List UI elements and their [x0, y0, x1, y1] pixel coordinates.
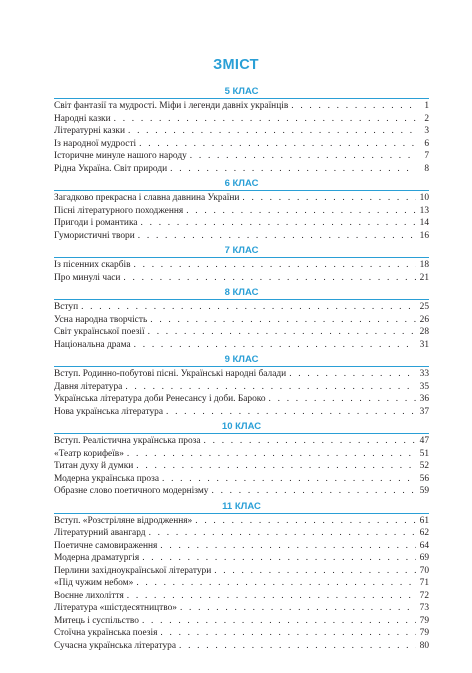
toc-entry-page: 80: [419, 640, 429, 651]
toc-entry-page: 16: [419, 230, 429, 241]
toc-entry[interactable]: [54, 527, 429, 540]
toc-entry-title: Пісні літературного походження: [54, 205, 184, 216]
toc-entry-title: Давня література: [54, 381, 123, 392]
toc-entry-page: 64: [419, 540, 429, 551]
dot-leader: [162, 473, 416, 486]
toc-entry[interactable]: [54, 435, 429, 448]
toc-entry-page: 69: [419, 553, 429, 563]
section-header: 11 КЛАС: [54, 500, 429, 514]
toc-entry-title: Перлини західноукраїнської літератури: [54, 565, 212, 576]
toc-entry[interactable]: [54, 577, 429, 590]
toc-entry-page: 3: [424, 126, 429, 136]
toc-entry-page: 73: [419, 603, 429, 613]
toc-entry[interactable]: [54, 314, 429, 327]
dot-leader: [148, 326, 416, 339]
toc-entry-title: Нова українська література: [54, 406, 163, 417]
toc-entry-page: 51: [419, 448, 429, 459]
toc-entry[interactable]: [54, 217, 429, 230]
toc-entry-page: 61: [419, 515, 429, 526]
toc-entry-page: 52: [419, 461, 429, 471]
toc-entry[interactable]: [54, 515, 429, 528]
dot-leader: [136, 577, 416, 590]
dot-leader: [125, 381, 416, 394]
toc-entry[interactable]: [54, 230, 429, 243]
toc-entry-title: Титан духу й думки: [54, 461, 134, 471]
toc-entry-page: 59: [419, 486, 429, 496]
toc-section: [54, 177, 429, 242]
toc-section: [54, 85, 429, 175]
toc-entry-title: Стоїчна українська поезія: [54, 628, 158, 638]
toc-entry[interactable]: [54, 393, 429, 406]
toc-entry[interactable]: [54, 473, 429, 486]
toc-entry-page: 79: [419, 628, 429, 638]
toc-entry[interactable]: [54, 552, 429, 565]
toc-entry-page: 47: [419, 436, 429, 446]
toc-entry-page: 62: [419, 528, 429, 538]
toc-entry-title: Вступ. Родинно-побутові пісні. Українські народні балади: [54, 369, 287, 379]
toc-entry[interactable]: [54, 326, 429, 339]
toc-entry[interactable]: [54, 150, 429, 163]
dot-leader: [160, 627, 416, 640]
toc-entry-page: 35: [419, 381, 429, 392]
toc-entry-title: Світ фантазії та мудрості. Міфи і легенди давніх українців: [54, 101, 289, 111]
toc-entry-title: Поетичне самовираження: [54, 540, 158, 551]
dot-leader: [127, 590, 416, 603]
toc-entry[interactable]: [54, 602, 429, 615]
dot-leader: [81, 301, 416, 314]
dot-leader: [150, 314, 416, 327]
toc-section: [54, 353, 429, 418]
dot-leader: [242, 192, 416, 205]
toc-entry-title: Українська література доби Ренесансу і доби. Бароко: [54, 394, 266, 404]
toc-entry-page: 25: [419, 302, 429, 312]
dot-leader: [180, 602, 416, 615]
toc-entry-page: 18: [419, 260, 429, 270]
toc-entry[interactable]: [54, 406, 429, 419]
dot-leader: [179, 640, 416, 653]
toc-entry-page: 10: [419, 193, 429, 203]
toc-entry-title: Літературний авангард: [54, 528, 146, 538]
toc-entry[interactable]: [54, 125, 429, 138]
toc-entry-page: 26: [419, 314, 429, 325]
toc-entry-page: 13: [419, 205, 429, 216]
toc-entry-title: Загадково прекрасна і славна давнина України: [54, 193, 240, 203]
toc-section: [54, 286, 429, 351]
toc-entry-page: 33: [419, 369, 429, 379]
toc-entry-title: Із народної мудрості: [54, 138, 137, 149]
section-header: 7 КЛАС: [54, 244, 429, 258]
dot-leader: [134, 259, 416, 272]
toc-entry[interactable]: [54, 627, 429, 640]
toc-entry[interactable]: [54, 565, 429, 578]
toc-entry-title: Усна народна творчість: [54, 314, 148, 325]
toc-entry[interactable]: [54, 259, 429, 272]
toc-entry[interactable]: [54, 272, 429, 285]
toc-entry-title: «Театр корифеїв»: [54, 448, 124, 459]
toc-entry[interactable]: [54, 138, 429, 151]
toc-entry-page: 6: [424, 138, 429, 149]
dot-leader: [136, 460, 416, 473]
toc-entry[interactable]: [54, 590, 429, 603]
toc-entry-title: Література «шістдесятництво»: [54, 603, 177, 613]
toc-entry-page: 21: [419, 272, 429, 283]
toc-entry-title: «Під чужим небом»: [54, 578, 134, 588]
toc-entry-title: Модерна українська проза: [54, 473, 159, 484]
toc-entry-page: 79: [419, 615, 429, 626]
toc-entry[interactable]: [54, 192, 429, 205]
dot-leader: [141, 217, 416, 230]
dot-leader: [186, 205, 416, 218]
toc-entry[interactable]: [54, 113, 429, 126]
dot-leader: [166, 406, 416, 419]
dot-leader: [123, 272, 416, 285]
dot-leader: [269, 393, 416, 406]
dot-leader: [195, 515, 416, 528]
toc-entry[interactable]: [54, 540, 429, 553]
toc-entry-title: Сучасна українська література: [54, 640, 176, 651]
dot-leader: [149, 527, 416, 540]
dot-leader: [160, 540, 416, 553]
dot-leader: [138, 230, 416, 243]
toc-entry-title: Із пісенних скарбів: [54, 260, 131, 270]
toc-entry-title: Літературні казки: [54, 126, 125, 136]
toc-entry-title: Рідна Україна. Світ природи: [54, 163, 168, 174]
toc-entry-page: 28: [419, 327, 429, 337]
toc-entry[interactable]: [54, 640, 429, 653]
dot-leader: [127, 448, 416, 461]
toc-entry-title: Модерна драматургія: [54, 553, 140, 563]
toc-entry[interactable]: [54, 301, 429, 314]
dot-leader: [139, 138, 416, 151]
toc-entry[interactable]: [54, 448, 429, 461]
toc-entry-page: 72: [419, 590, 429, 601]
section-header: 9 КЛАС: [54, 353, 429, 367]
toc-entry-page: 70: [419, 565, 429, 576]
toc-entry-page: 2: [424, 113, 429, 124]
dot-leader: [114, 113, 416, 126]
toc-entry-page: 8: [424, 163, 429, 174]
table-of-contents: [54, 85, 429, 654]
dot-leader: [170, 163, 416, 176]
toc-entry-page: 1: [424, 101, 429, 111]
toc-entry[interactable]: [54, 485, 429, 498]
toc-entry-page: 7: [424, 151, 429, 161]
toc-entry[interactable]: [54, 368, 429, 381]
toc-entry-page: 71: [419, 578, 429, 588]
toc-section: [54, 244, 429, 284]
toc-entry-page: 37: [419, 406, 429, 417]
dot-leader: [214, 565, 416, 578]
toc-entry-title: Гумористичні твори: [54, 230, 135, 241]
section-header: 8 КЛАС: [54, 286, 429, 300]
dot-leader: [291, 100, 416, 113]
toc-entry-title: Про минулі часи: [54, 272, 121, 283]
toc-entry-title: Митець і суспільство: [54, 615, 139, 626]
dot-leader: [190, 150, 416, 163]
toc-entry-title: Воєнне лихоліття: [54, 590, 124, 601]
toc-entry-title: Світ української поезії: [54, 327, 145, 337]
toc-section: [54, 500, 429, 653]
dot-leader: [204, 435, 416, 448]
toc-entry[interactable]: [54, 381, 429, 394]
toc-entry-page: 56: [419, 473, 429, 484]
toc-entry[interactable]: [54, 100, 429, 113]
dot-leader: [128, 125, 416, 138]
toc-entry-page: 36: [419, 394, 429, 404]
dot-leader: [289, 368, 416, 381]
dot-leader: [142, 552, 416, 565]
toc-entry-title: Вступ. Реалістична українська проза: [54, 436, 201, 446]
section-header: 5 КЛАС: [54, 85, 429, 99]
toc-entry-title: Образне слово поетичного модернізму: [54, 486, 209, 496]
toc-section: [54, 420, 429, 498]
section-header: 6 КЛАС: [54, 177, 429, 191]
toc-entry-title: Історичне минуле нашого народу: [54, 151, 187, 161]
dot-leader: [134, 339, 416, 352]
toc-entry-page: 14: [419, 218, 429, 228]
toc-entry-title: Вступ: [54, 302, 79, 312]
toc-entry-title: Національна драма: [54, 339, 131, 350]
dot-leader: [142, 615, 416, 628]
toc-entry[interactable]: [54, 163, 429, 176]
toc-entry[interactable]: [54, 615, 429, 628]
toc-entry[interactable]: [54, 460, 429, 473]
dot-leader: [211, 485, 416, 498]
section-header: 10 КЛАС: [54, 420, 429, 434]
toc-entry-page: 31: [419, 339, 429, 350]
page-title: ЗМІСТ: [213, 57, 259, 73]
toc-entry[interactable]: [54, 339, 429, 352]
toc-entry-title: Народні казки: [54, 113, 111, 124]
toc-entry-title: Пригоди і романтика: [54, 218, 138, 228]
toc-entry-title: Вступ. «Розстріляне відродження»: [54, 515, 193, 526]
toc-entry[interactable]: [54, 205, 429, 218]
